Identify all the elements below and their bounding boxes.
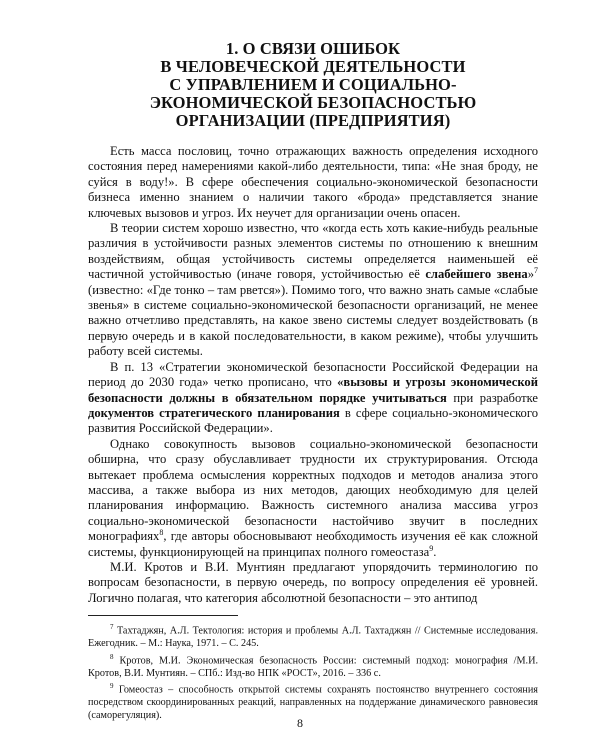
- footnote-8: $^8$ Кротов, М.И. Экономическая безопасность России: системный подход: монография /М.И. Кротов, В.И. Мунтиян. – СПб.: Изд-во НПК «РОСТ», 2016. – 336 с.: [88, 652, 538, 679]
- heading-line: С УПРАВЛЕНИЕМ И СОЦИАЛЬНО-: [169, 75, 457, 94]
- emphasis-weakest-link: слабейшего звена: [425, 267, 528, 282]
- paragraph-1: Есть масса пословиц, точно отражающих важность определения исходного состояния перед намерениями какой-либо деятельности, типа: «Не зная броду, не суйся в воду!». В сфере обеспечения социально-экономической безопасности бизнеса именно знанием о наличии такого «брода» представляется знание ключевых вызовов и угроз. Их неучет для организации очень опасен.: [88, 144, 538, 220]
- paragraph-5: М.И. Кротов и В.И. Мунтиян предлагают упорядочить терминологию по вопросам безопасности, в первую очередь, по вопросу определения её уровней. Логично полагая, что категория абсолютной безопасности – это антипод: [88, 559, 538, 605]
- emphasis-challenges: «вызовы и угрозы экономической безопасности должны в обязательном порядке учитываться: [88, 375, 538, 405]
- footnote-9: $^9$ Гомеостаз – способность открытой системы сохранять постоянство внутреннего состояния посредством скоординированных реакций, направленных на поддержание динамического равновесия (саморегуляция).: [88, 682, 538, 721]
- heading-line: ОРГАНИЗАЦИИ (ПРЕДПРИЯТИЯ): [175, 111, 451, 130]
- emphasis-strategic-docs: документов стратегического планирования: [88, 405, 340, 420]
- paragraph-2: В теории систем хорошо известно, что «когда есть хоть какие-нибудь реальные различия в устойчивости разных элементов системы по отношению к внешним воздействиям, общая устойчивость системы определяется наименьшей её частичной устойчивостью (иначе говоря, устойчивостью её слабейшего звена»$^7$ (известно: «Где тонко – там рвется»). Помимо того, что важно знать самые «слабые звенья» в системе социально-экономической безопасности организаций, не менее важно отчетливо представлять, на какое звено системы следует воздействовать (в первую очередь и в какой последовательности, в каком режиме), чтобы улучшить работу всей системы.: [88, 221, 538, 359]
- footnote-ref-9: 9: [429, 543, 434, 553]
- heading-line: В ЧЕЛОВЕЧЕСКОЙ ДЕЯТЕЛЬНОСТИ: [160, 57, 466, 76]
- body-text: [88, 144, 538, 606]
- footnotes: [88, 621, 538, 722]
- footnote-ref-7: 7: [534, 266, 538, 276]
- paragraph-3: В п. 13 «Стратегии экономической безопасности Российской Федерации на период до 2030 года» четко прописано, что «вызовы и угрозы экономической безопасности должны в обязательном порядке учитываться при разработке документов стратегического планирования в сфере социально-экономического развития Российской Федерации».: [88, 359, 538, 436]
- heading-line: 1. О СВЯЗИ ОШИБОК: [225, 39, 401, 58]
- chapter-heading: [88, 40, 538, 130]
- footnote-ref-8: 8: [159, 527, 164, 537]
- paragraph-4: Однако совокупность вызовов социально-экономической безопасности обширна, что сразу обуславливает трудности их структурирования. Отсюда вытекает проблема осмысления корректных подходов и методов анализа этого массива, а также выбора из них методов, дающих необходимую для целей планирования информацию. Важность системного анализа массива угроз социально-экономической безопасности настойчиво звучит в последних монографиях$^8$, где авторы обосновывают необходимость изучения её как сложной системы, функционирующей на принципах полного гомеостаза$^9$.: [88, 436, 538, 559]
- footnote-divider: [88, 615, 238, 616]
- footnote-7: $^7$ Тахтаджян, А.Л. Тектология: история и проблемы А.Л. Тахтаджян // Системные исследования. Ежегодник. – М.: Наука, 1971. – С. 245.: [88, 623, 538, 650]
- heading-line: ЭКОНОМИЧЕСКОЙ БЕЗОПАСНОСТЬЮ: [149, 93, 477, 112]
- page-number: 8: [297, 716, 303, 730]
